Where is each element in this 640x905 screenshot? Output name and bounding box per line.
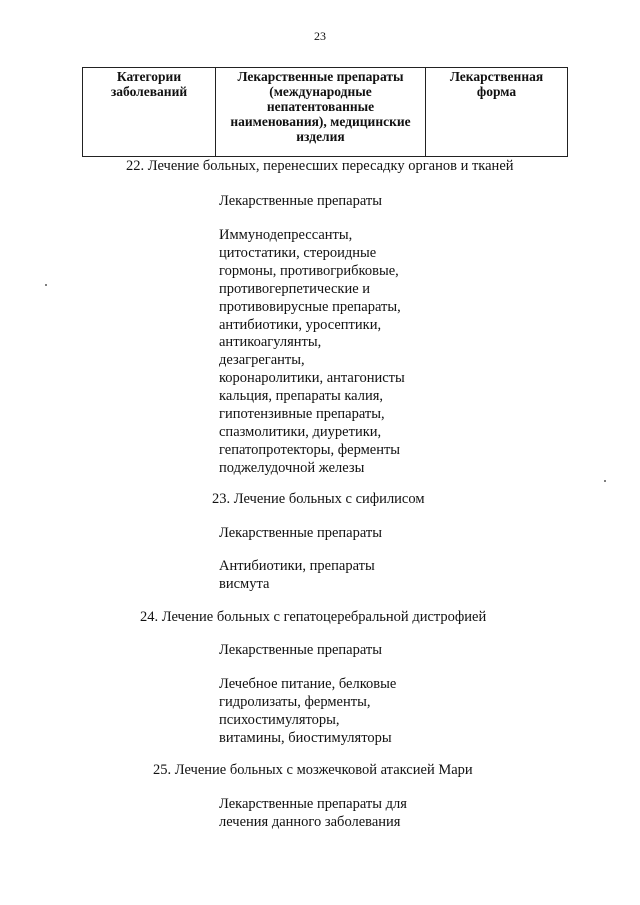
list-line: висмута (219, 575, 270, 592)
subheading-23: Лекарственные препараты (219, 525, 383, 541)
list-line: гидролизаты, ферменты, (219, 693, 371, 710)
list-line: гормоны, противогрибковые, (219, 262, 399, 279)
list-line: витамины, биостимуляторы (219, 729, 392, 746)
scan-speck (604, 480, 606, 482)
list-line: дезагреганты, (219, 352, 305, 369)
table-header-row (83, 68, 568, 157)
header-dosage-form: Лекарственная форма (426, 68, 568, 157)
list-line: лечения данного заболевания (219, 813, 401, 830)
medicine-list-22 (219, 227, 405, 478)
section-heading-22: 22. Лечение больных, перенесших пересадку органов и тканей (126, 158, 514, 174)
subheading-24: Лекарственные препараты (219, 642, 383, 658)
list-line: гепатопротекторы, ферменты (219, 441, 401, 458)
list-line: Иммунодепрессанты, (219, 227, 353, 243)
list-line: противовирусные препараты, (219, 298, 401, 315)
subheading-22: Лекарственные препараты (219, 193, 383, 209)
list-line: Лечебное питание, белковые (219, 676, 397, 692)
list-line: психостимуляторы, (219, 711, 340, 728)
list-line: Лекарственные препараты для (219, 796, 407, 812)
header-categories: Категории заболеваний (83, 68, 216, 157)
list-line: антикоагулянты, (219, 334, 322, 351)
list-line: противогерпетические и (219, 280, 371, 297)
medicine-list-24 (219, 676, 396, 748)
medicine-list-23 (219, 558, 375, 594)
list-line: антибиотики, уросептики, (219, 316, 382, 333)
section-heading-23: 23. Лечение больных с сифилисом (212, 491, 425, 507)
medicine-list-25 (219, 796, 407, 832)
list-line: кальция, препараты калия, (219, 388, 384, 405)
list-line: гипотензивные препараты, (219, 406, 385, 423)
list-line: коронаролитики, антагонисты (219, 370, 405, 387)
list-line: спазмолитики, диуретики, (219, 423, 382, 440)
header-table (82, 67, 568, 157)
list-line: Антибиотики, препараты (219, 558, 375, 574)
header-medicines: Лекарственные препараты (международные непатентованные наименования), медицинские изделия (216, 68, 426, 157)
list-line: цитостатики, стероидные (219, 244, 377, 261)
section-heading-25: 25. Лечение больных с мозжечковой атаксией Мари (153, 762, 473, 778)
list-line: поджелудочной железы (219, 459, 365, 476)
page-number: 23 (314, 29, 326, 43)
section-heading-24: 24. Лечение больных с гепатоцеребральной дистрофией (140, 609, 487, 625)
scan-speck (45, 284, 47, 286)
